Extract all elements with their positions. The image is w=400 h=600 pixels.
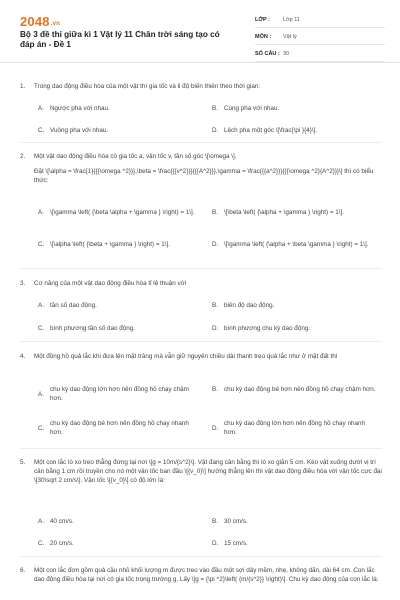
meta-row-class (255, 13, 385, 28)
option-text: chu kỳ dao động bé hơn nên đồng hồ chạy nhanh hơn. (50, 420, 189, 436)
option-a[interactable] (38, 517, 203, 526)
question-number: 2. (20, 153, 26, 160)
option-text: 40 cm/s. (50, 518, 74, 525)
option-letter: D. (212, 241, 219, 248)
option-letter: B. (212, 518, 218, 525)
option-letter: B. (212, 209, 218, 216)
option-letter: C. (38, 127, 45, 134)
option-letter: A. (38, 209, 44, 216)
option-text: Vuông pha với nhau. (50, 127, 109, 134)
option-b[interactable] (212, 104, 377, 113)
option-text: \[\gamma \left( {\alpha + \beta \gamma } \right) = 1\]. (224, 241, 369, 248)
page-header (0, 0, 400, 63)
option-d[interactable] (212, 324, 377, 333)
meta-row-subject (255, 30, 385, 45)
meta-value: 30 (283, 51, 290, 57)
option-letter: B. (212, 302, 218, 309)
logo-text: 2048 (20, 14, 50, 29)
option-text: Cùng pha với nhau. (224, 105, 280, 112)
option-text: bình phương chu kỳ dao động. (224, 325, 311, 332)
question-divider (20, 142, 382, 143)
option-a[interactable] (38, 208, 203, 217)
question-3 (20, 279, 382, 288)
question-stem: Một đồng hồ quả lắc khi đưa lên mặt trăng mà vẫn giữ nguyên chiều dài thanh treo quả lắc như ở mặt đất thì (34, 353, 338, 360)
option-b[interactable] (212, 208, 377, 217)
option-letter: D. (212, 325, 219, 332)
option-b[interactable] (212, 385, 377, 394)
option-letter: B. (212, 386, 218, 393)
question-number: 5. (20, 459, 26, 466)
document-title: Bộ 3 đề thi giữa kì 1 Vật lý 11 Chân trời sáng tạo có đáp án - Đề 1 (20, 30, 220, 49)
option-letter: C. (38, 424, 45, 432)
meta-row-count (255, 47, 385, 62)
option-c[interactable] (38, 126, 203, 135)
question-2 (20, 152, 382, 185)
document-meta (255, 13, 385, 64)
question-divider (20, 448, 382, 449)
option-letter: C. (38, 325, 45, 332)
option-letter: A. (38, 302, 44, 309)
question-1 (20, 82, 382, 91)
question-6 (20, 566, 382, 584)
meta-label: SỐ CÂU : (255, 51, 280, 57)
option-c[interactable] (38, 419, 203, 437)
question-stem: Trong dao động điều hòa của một vật thì gia tốc và li độ biến thiên theo thời gian: (34, 83, 261, 90)
option-c[interactable] (38, 240, 203, 249)
option-a[interactable] (38, 104, 203, 113)
option-letter: A. (38, 105, 44, 112)
option-c[interactable] (38, 539, 203, 548)
option-letter: D. (212, 424, 219, 432)
meta-label: MÔN : (255, 34, 272, 40)
option-d[interactable] (212, 126, 377, 135)
option-text: \[\beta \left( {\alpha + \gamma } \right) = 1\]. (224, 209, 345, 216)
option-letter: A. (38, 518, 44, 525)
question-number: 6. (20, 567, 26, 574)
option-letter: B. (212, 105, 218, 112)
option-text: chu kỳ dao động lớn hơn nên đồng hồ chạy chậm hơn. (50, 386, 189, 402)
option-text: 30 cm/s. (224, 518, 248, 525)
option-c[interactable] (38, 324, 203, 333)
meta-label: LỚP : (255, 17, 270, 23)
option-letter: D. (212, 127, 219, 134)
meta-value: Vật lý (283, 34, 297, 40)
question-stem: Cơ năng của một vật dao động điều hòa tỉ lệ thuận với (34, 280, 187, 287)
question-stem: Một con lắc lò xo treo thẳng đứng tại nơi \[g = 10m/{s^2}\]. Vật đang cân bằng thì lò xo giãn 5 cm. Kéo vật xuống dưới vị trí cân bằng 1 cm rồi truyền cho nó một vận tốc ban đầu \[{v_0}\] hướng thẳng lên thì vật dao động điều hòa với vận tốc cực đại \[30\sqrt 2 cm/s\]. Vận tốc \[{v_0}\] có độ lớn là: (34, 459, 382, 484)
question-number: 1. (20, 83, 26, 90)
question-divider (20, 268, 382, 269)
site-logo[interactable] (20, 14, 60, 29)
question-stem-formula: Đặt \[\alpha = \frac{1}{{{\omega ^2}}},\beta = \frac{{{v^2}}}{{{A^2}}},\gamma = \frac{{{a^2}}}{{{\omega ^2}{A^2}}}\] thì có biểu thức: (34, 168, 374, 184)
option-d[interactable] (212, 539, 377, 548)
option-letter: C. (38, 540, 45, 547)
option-a[interactable] (38, 385, 203, 403)
option-letter: A. (38, 390, 44, 398)
option-d[interactable] (212, 419, 377, 437)
question-divider (20, 341, 382, 342)
option-text: 15 cm/s. (224, 540, 248, 547)
question-4 (20, 352, 382, 361)
option-text: tần số dao động. (50, 302, 97, 309)
option-b[interactable] (212, 301, 377, 310)
option-text: 20 cm/s. (50, 540, 74, 547)
meta-value: Lớp 11 (283, 17, 300, 23)
option-text: bình phương tần số dao động. (50, 325, 136, 332)
question-divider (20, 556, 382, 557)
question-stem: Một con lắc đơn gồm quả cầu nhỏ khối lượng m được treo vào đầu một sợi dây mềm, nhẹ, không dãn, dài 64 cm. Con lắc dao động điều hòa tại nơi có gia tốc trọng trường g. Lấy \[g = {\pi ^2}\left( {m/{s^2}} \right)\]. Chu kỳ dao động của con lắc là: (34, 567, 379, 583)
question-stem: Một vật dao động điều hòa có gia tốc a, vận tốc v, tần số góc \[\omega \]. (34, 153, 237, 160)
question-number: 4. (20, 353, 26, 360)
option-text: \[\alpha \left( {\beta + \gamma } \right) = 1\]. (50, 241, 171, 248)
question-number: 3. (20, 280, 26, 287)
option-letter: C. (38, 241, 45, 248)
option-text: chu kỳ dao động bé hơn nên đồng hồ chạy chậm hơn. (224, 386, 376, 393)
option-d[interactable] (212, 240, 377, 249)
question-5 (20, 458, 382, 485)
option-a[interactable] (38, 301, 203, 310)
option-letter: D. (212, 540, 219, 547)
option-text: Lệch pha một góc \[\frac{\pi }{4}\]. (224, 127, 318, 134)
logo-suffix: .vn (50, 21, 61, 27)
option-text: chu kỳ dao động lớn hơn nên đồng hồ chạy nhanh hơn. (224, 420, 365, 436)
option-text: biên độ dao động. (224, 302, 275, 309)
option-b[interactable] (212, 517, 377, 526)
option-text: Ngược pha với nhau. (50, 105, 110, 112)
option-text: \[\gamma \left( {\beta \alpha + \gamma } \right) = 1\]. (50, 209, 195, 216)
